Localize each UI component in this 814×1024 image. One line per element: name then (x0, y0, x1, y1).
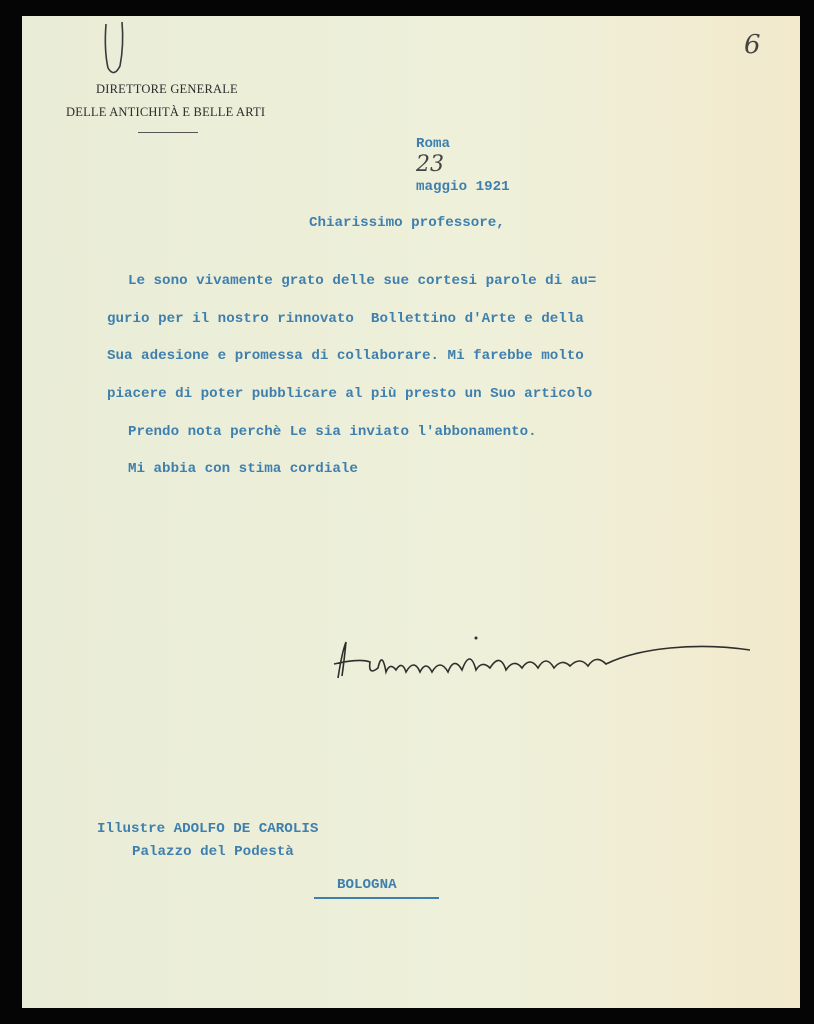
body-line: Prendo nota perchè Le sia inviato l'abbonamento. (128, 424, 537, 440)
city-underline (314, 897, 439, 899)
date-day: 23 (416, 152, 444, 177)
letter-page (22, 16, 800, 1008)
body-line: piacere di poter pubblicare al più presto un Suo articolo (107, 386, 593, 402)
page-number: 6 (744, 30, 761, 60)
salutation: Chiarissimo professore, (309, 215, 505, 231)
letterhead-rule (138, 132, 198, 133)
date-place: Roma (416, 136, 451, 152)
date-month-year: maggio 1921 (416, 179, 510, 195)
address-street: Palazzo del Podestà (132, 844, 294, 860)
body-line: Mi abbia con stima cordiale (128, 461, 358, 477)
handwritten-mark (100, 20, 130, 80)
signature (314, 614, 770, 715)
letterhead-title: DIRETTORE GENERALE (96, 82, 238, 96)
body-line: gurio per il nostro rinnovato Bollettino d'Arte e della (107, 311, 584, 327)
body-line: Sua adesione e promessa di collaborare. Mi farebbe molto (107, 348, 584, 364)
address-recipient: Illustre ADOLFO DE CAROLIS (97, 821, 319, 837)
date-line (400, 116, 510, 213)
body-line: Le sono vivamente grato delle sue cortesi parole di au= (128, 273, 597, 289)
letterhead-subtitle: DELLE ANTICHITÀ E BELLE ARTI (66, 105, 266, 119)
address-city: BOLOGNA (337, 877, 397, 893)
